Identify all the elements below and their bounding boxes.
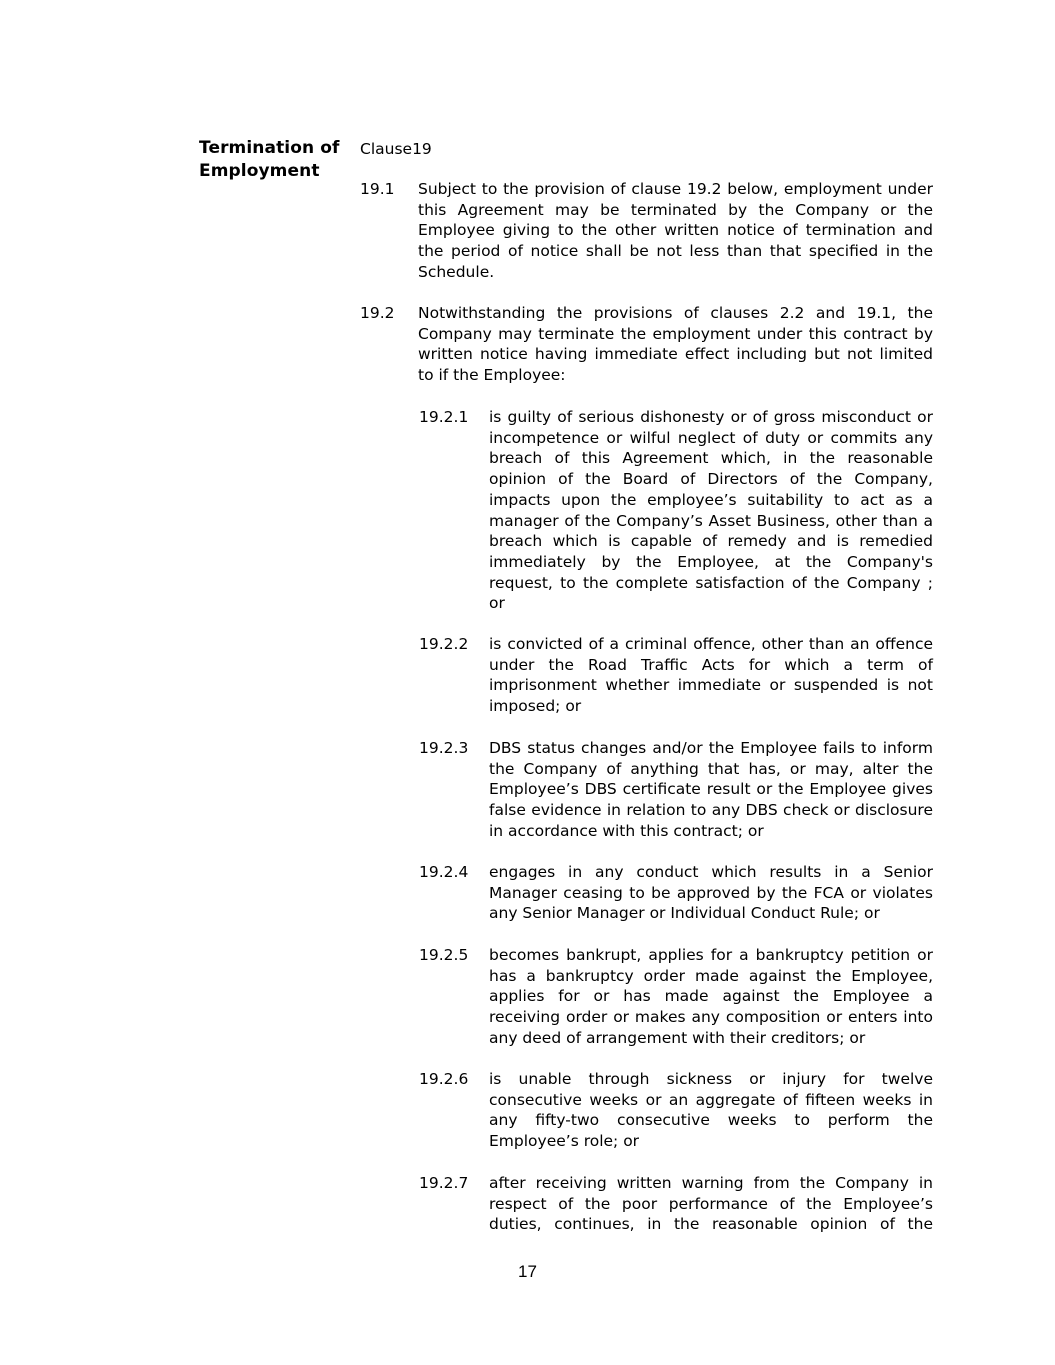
clause-text: Subject to the provision of clause 19.2 below, employment under this Agreement may be terminated by the Company or the Employee giving to the other written notice of termination and the period of notice shall be not less than that specified in the Schedule. — [418, 180, 933, 281]
clause-19-1 — [360, 179, 933, 283]
section-heading-line-1: Termination of — [199, 138, 340, 158]
clause-label: Clause19 — [360, 140, 432, 158]
clause-number: 19.1 — [360, 180, 395, 198]
clause-19-2 — [360, 303, 933, 386]
subclause-19-2-1 — [419, 407, 933, 614]
subclause-text: is convicted of a criminal offence, other than an offence under the Road Traffic Acts for which a term of imprisonment whether immediate or suspended is not imposed; or — [489, 635, 933, 716]
subclause-19-2-6 — [419, 1069, 933, 1152]
subclause-19-2-4 — [419, 862, 933, 924]
page-number: 17 — [518, 1262, 537, 1281]
section-heading-line-2: Employment — [199, 161, 320, 181]
subclause-number: 19.2.4 — [419, 863, 469, 881]
section-heading — [199, 137, 349, 183]
subclause-19-2-3 — [419, 738, 933, 842]
subclause-number: 19.2.3 — [419, 739, 469, 757]
subclause-19-2-7 — [419, 1173, 933, 1235]
subclause-number: 19.2.6 — [419, 1070, 469, 1088]
subclause-number: 19.2.5 — [419, 946, 469, 964]
subclause-text: becomes bankrupt, applies for a bankruptcy petition or has a bankruptcy order made against the Employee, applies for or has made against the Employee a receiving order or makes any composition or enters into any deed of arrangement with their creditors; or — [489, 946, 933, 1047]
subclause-text: is guilty of serious dishonesty or of gross misconduct or incompetence or wilful neglect of duty or commits any breach of this Agreement which, in the reasonable opinion of the Board of Directors of the Company, impacts upon the employee’s suitability to act as a manager of the Company’s Asset Business, other than a breach which is capable of remedy and is remedied immediately by the Employee, at the Company's request, to the complete satisfaction of the Company ; or — [489, 408, 933, 613]
subclause-text: engages in any conduct which results in a Senior Manager ceasing to be approved by the FCA or violates any Senior Manager or Individual Conduct Rule; or — [489, 863, 933, 923]
subclause-number: 19.2.1 — [419, 408, 469, 426]
clause-text: Notwithstanding the provisions of clauses 2.2 and 19.1, the Company may terminate the employment under this contract by written notice having immediate effect including but not limited to if the Employee: — [418, 304, 933, 385]
subclause-text: DBS status changes and/or the Employee fails to inform the Company of anything that has, or may, alter the Employee’s DBS certificate result or the Employee gives false evidence in relation to any DBS check or disclosure in accordance with this contract; or — [489, 739, 933, 840]
clause-number: 19.2 — [360, 304, 395, 322]
subclause-19-2-5 — [419, 945, 933, 1049]
subclause-text: after receiving written warning from the Company in respect of the poor performance of the Employee’s duties, continues, in the reasonable opinion of the — [489, 1174, 933, 1234]
subclause-number: 19.2.2 — [419, 635, 469, 653]
subclause-19-2-2 — [419, 634, 933, 717]
subclause-text: is unable through sickness or injury for twelve consecutive weeks or an aggregate of fifteen weeks in any fifty-two consecutive weeks to perform the Employee’s role; or — [489, 1070, 933, 1151]
subclause-number: 19.2.7 — [419, 1174, 469, 1192]
